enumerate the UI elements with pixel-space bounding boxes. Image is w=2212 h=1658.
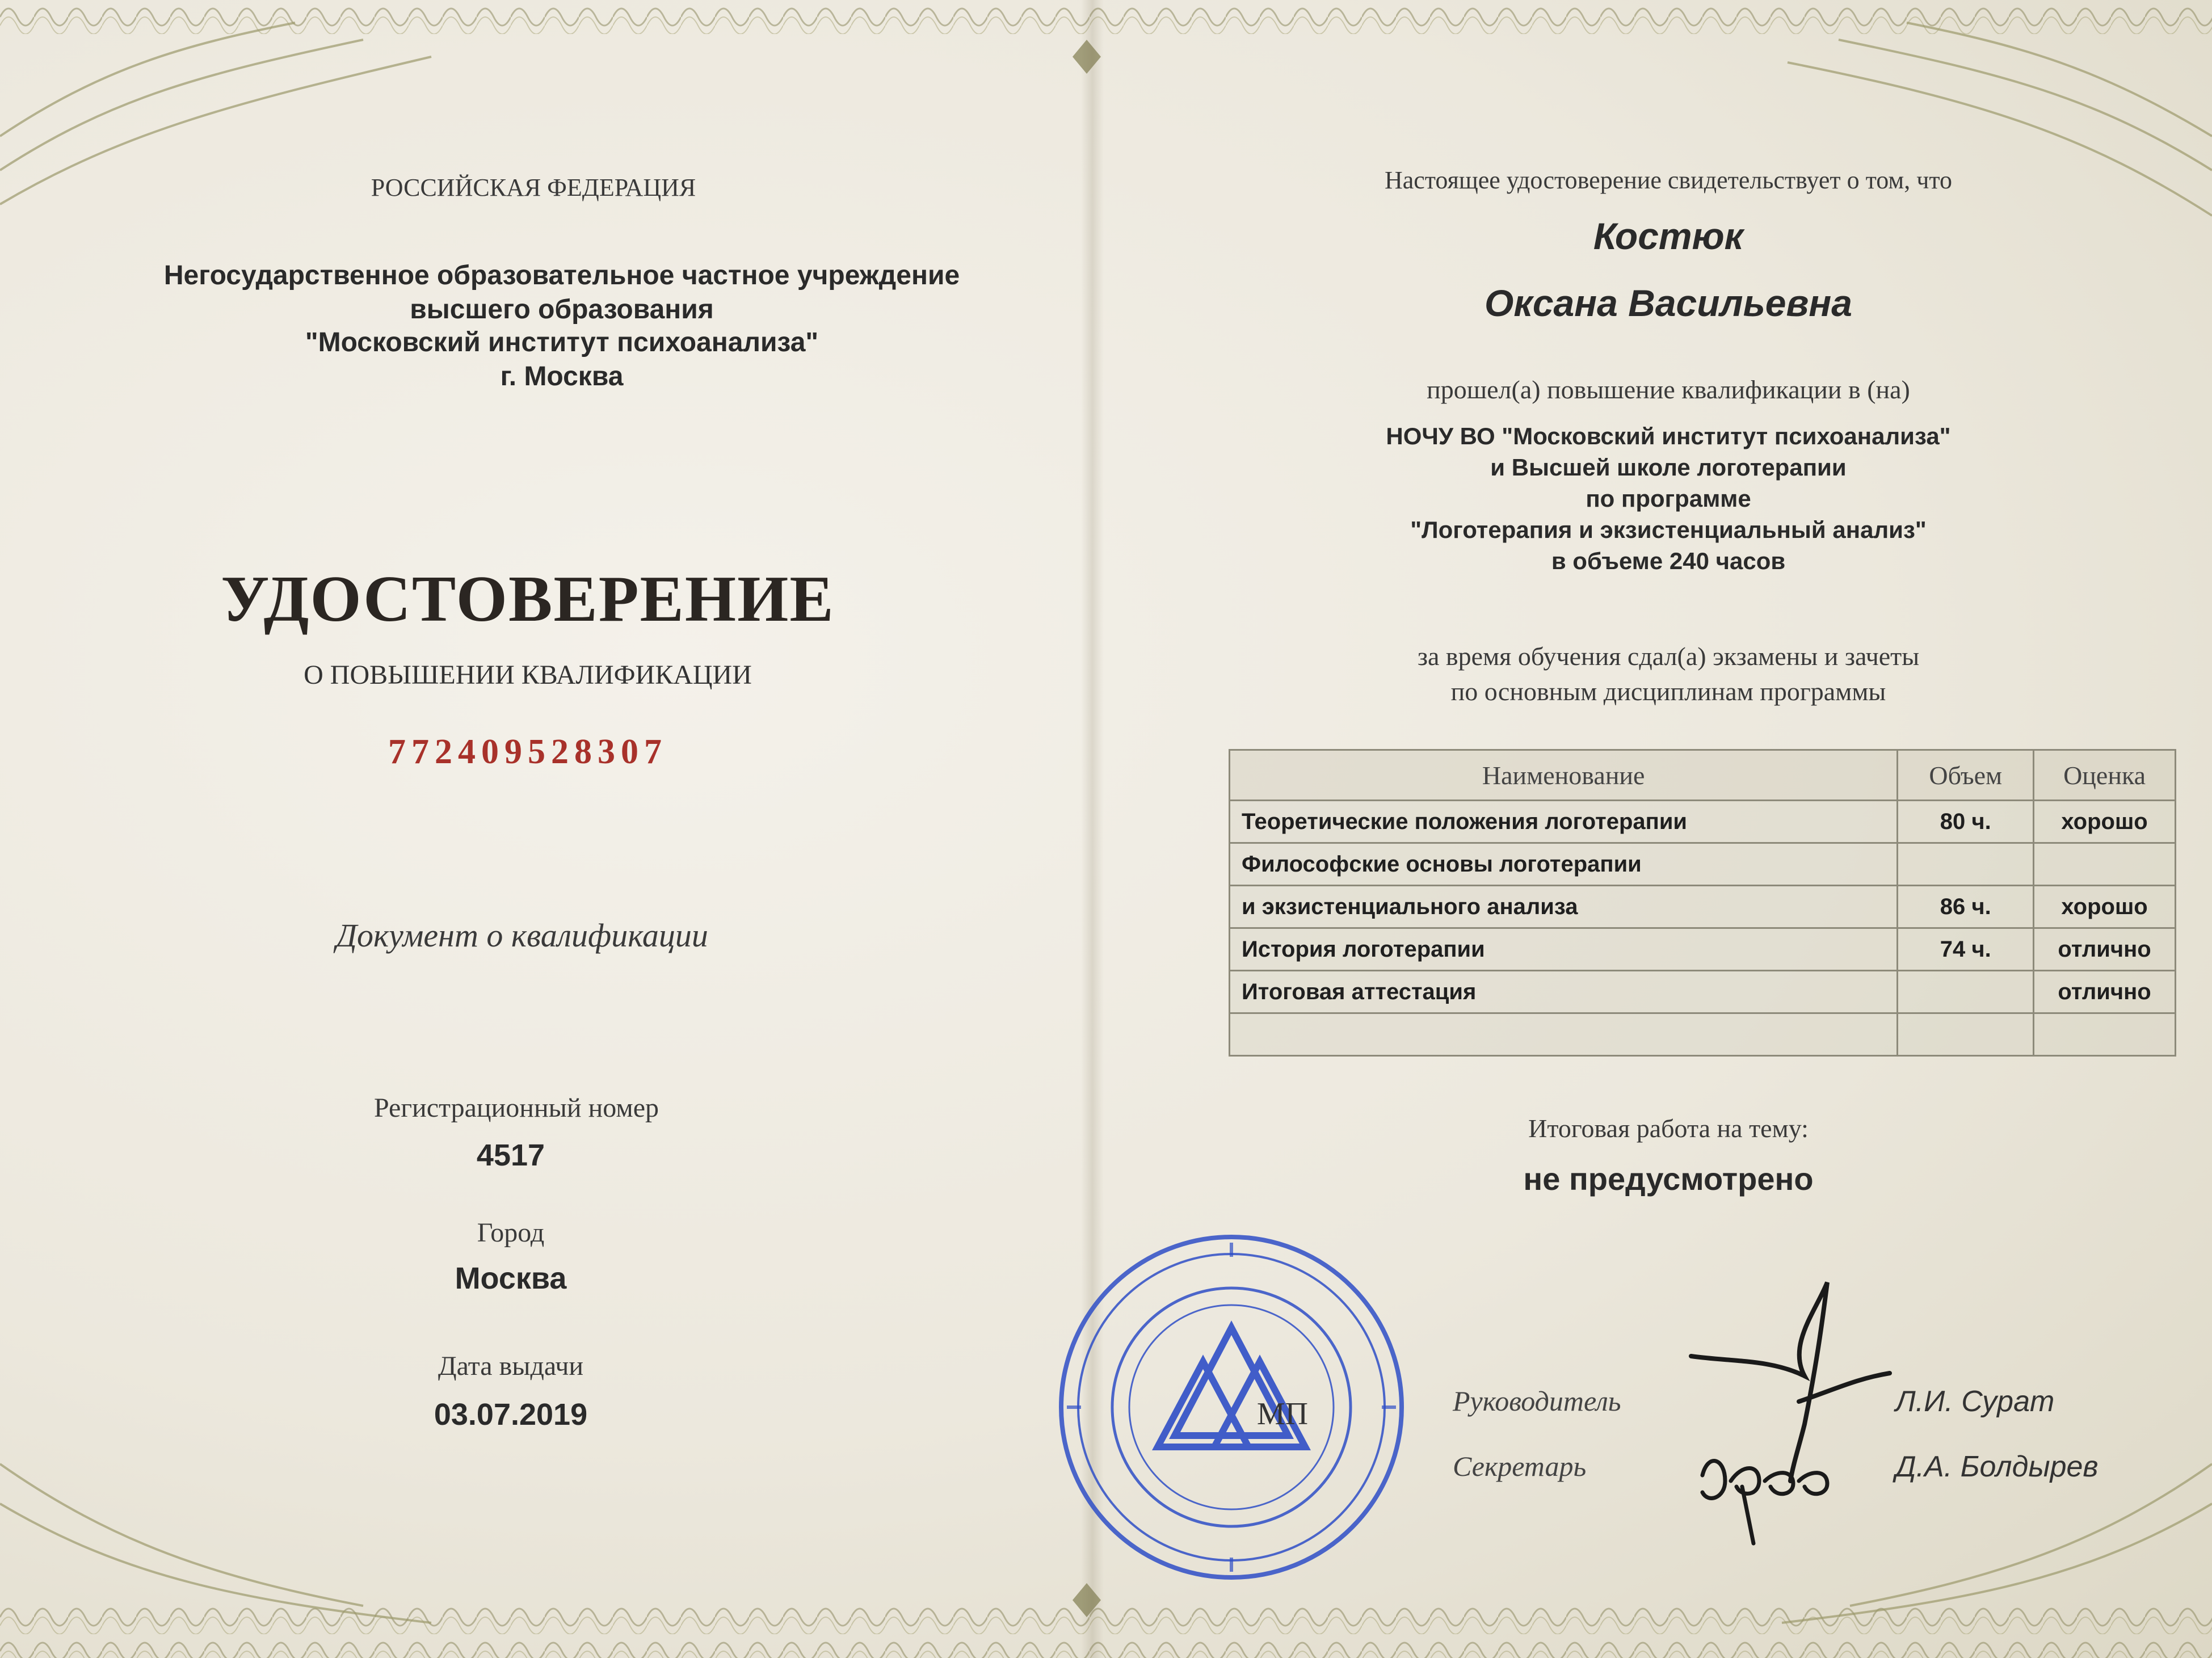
secretary-name: Д.А. Болдырев <box>1895 1450 2099 1483</box>
subject-cell: Философские основы логотерапии <box>1230 843 1898 886</box>
final-work-label: Итоговая работа на тему: <box>1528 1114 1809 1143</box>
final-work-value: не предусмотрено <box>1523 1161 1814 1197</box>
program-line-1: НОЧУ ВО "Московский институт психоанализа" <box>1386 423 1951 449</box>
org-line-2: высшего образования <box>410 294 714 325</box>
serial-number: 772409528307 <box>388 733 667 771</box>
holder-name: Оксана Васильевна <box>1485 282 1852 324</box>
table-header-row <box>1230 750 2176 801</box>
subject-cell: Теоретические положения логотерапии <box>1230 801 1898 843</box>
table-row <box>1230 971 2176 1013</box>
grade-cell: отлично <box>2034 928 2176 971</box>
table-row <box>1230 886 2176 928</box>
column-header-name: Наименование <box>1230 750 1898 801</box>
grade-cell <box>2034 1013 2176 1056</box>
grades-table <box>1229 749 2176 1057</box>
seal-mark: МП <box>1256 1396 1309 1432</box>
table-row <box>1230 1013 2176 1056</box>
program-line-3: по программе <box>1586 485 1751 512</box>
column-header-grade: Оценка <box>2034 750 2176 801</box>
city-label: Город <box>477 1218 545 1248</box>
subject-cell <box>1230 1013 1898 1056</box>
grade-cell: хорошо <box>2034 886 2176 928</box>
intro-text: Настоящее удостоверение свидетельствует о том, что <box>1384 166 1953 194</box>
document-type: Документ о квалификации <box>336 917 708 954</box>
table-row <box>1230 928 2176 971</box>
reg-number-label: Регистрационный номер <box>373 1093 659 1123</box>
hours-cell: 80 ч. <box>1898 801 2034 843</box>
document-title: УДОСТОВЕРЕНИЕ <box>221 563 835 636</box>
passed-text: прошел(а) повышение квалификации в (на) <box>1427 375 1910 404</box>
org-line-3: "Московский институт психоанализа" <box>305 327 819 357</box>
hours-cell <box>1898 971 2034 1013</box>
holder-surname: Костюк <box>1593 215 1744 257</box>
subject-cell: История логотерапии <box>1230 928 1898 971</box>
reg-number-value: 4517 <box>476 1138 545 1172</box>
grade-cell: отлично <box>2034 971 2176 1013</box>
hours-cell: 86 ч. <box>1898 886 2034 928</box>
hours-cell <box>1898 1013 2034 1056</box>
subject-cell: Итоговая аттестация <box>1230 971 1898 1013</box>
issue-date-value: 03.07.2019 <box>434 1398 588 1432</box>
program-line-5: в объеме 240 часов <box>1551 548 1786 574</box>
issue-date-label: Дата выдачи <box>438 1351 584 1381</box>
subject-cell: и экзистенциального анализа <box>1230 886 1898 928</box>
grade-cell <box>2034 843 2176 886</box>
document-subtitle: О ПОВЫШЕНИИ КВАЛИФИКАЦИИ <box>304 660 752 690</box>
hours-cell: 74 ч. <box>1898 928 2034 971</box>
city-value: Москва <box>455 1261 567 1295</box>
exams-line-2: по основным дисциплинам программы <box>1450 677 1886 706</box>
institute-seal <box>1055 1231 1407 1583</box>
head-label: Руководитель <box>1453 1385 1621 1417</box>
org-line-1: Негосударственное образовательное частное учреждение <box>163 260 960 291</box>
org-line-4: г. Москва <box>500 361 624 392</box>
column-header-hours: Объем <box>1898 750 2034 801</box>
head-name: Л.И. Сурат <box>1895 1385 2055 1418</box>
exams-line-1: за время обучения сдал(а) экзамены и зачеты <box>1417 642 1920 671</box>
secretary-label: Секретарь <box>1453 1450 1587 1482</box>
table-row <box>1230 801 2176 843</box>
hours-cell <box>1898 843 2034 886</box>
program-line-2: и Высшей школе логотерапии <box>1490 454 1847 481</box>
grade-cell: хорошо <box>2034 801 2176 843</box>
table-row <box>1230 843 2176 886</box>
program-line-4: "Логотерапия и экзистенциальный анализ" <box>1410 516 1927 543</box>
secretary-signature <box>1691 1430 1873 1555</box>
country-header: РОССИЙСКАЯ ФЕДЕРАЦИЯ <box>371 174 696 201</box>
